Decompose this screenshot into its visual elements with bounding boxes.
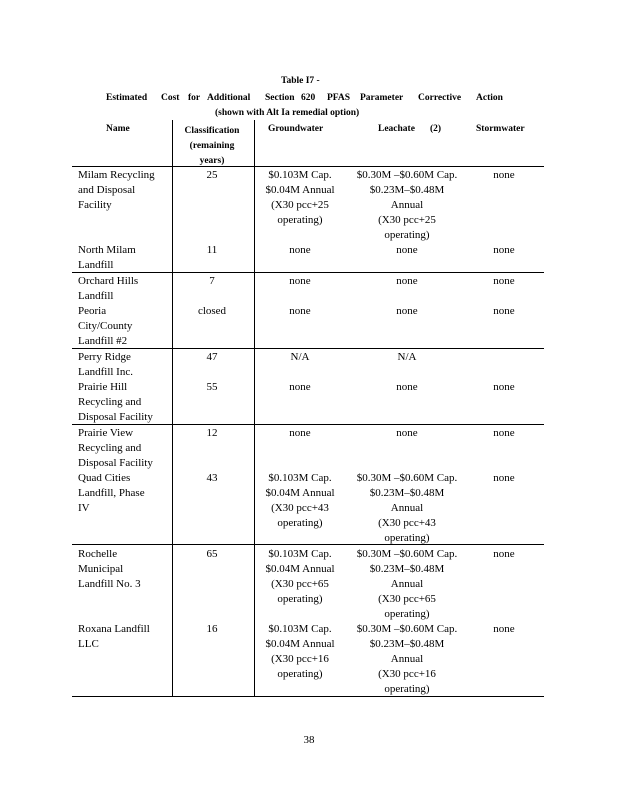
stormwater-cost: none xyxy=(493,244,515,256)
classification-value: 12 xyxy=(206,427,218,439)
facility-name: Rochelle Municipal Landfill No. 3 xyxy=(78,548,141,590)
stormwater-cost: none xyxy=(493,275,515,287)
leachate-cost: none xyxy=(396,381,418,393)
groundwater-cost: $0.103M Cap. $0.04M Annual (X30 pcc+25 operating) xyxy=(265,169,335,226)
leachate-cost: $0.30M –$0.60M Cap. $0.23M–$0.48M Annual (X30 pcc+43 operating) xyxy=(356,472,458,544)
groundwater-cost: none xyxy=(289,381,311,393)
stormwater-cost: none xyxy=(493,305,515,317)
facility-name: Milam Recycling and Disposal Facility xyxy=(78,169,155,211)
stormwater-cost: none xyxy=(493,472,515,484)
header-groundwater: Groundwater xyxy=(268,124,324,134)
leachate-cost: N/A xyxy=(397,351,417,363)
groundwater-cost: N/A xyxy=(290,351,310,363)
leachate-cost: $0.30M –$0.60M Cap. $0.23M–$0.48M Annual (X30 pcc+65 operating) xyxy=(356,548,458,620)
groundwater-cost: $0.103M Cap. $0.04M Annual (X30 pcc+43 operating) xyxy=(265,472,335,529)
classification-value: 47 xyxy=(206,351,218,363)
facility-name: Perry Ridge Landfill Inc. xyxy=(78,351,133,378)
header-leachate: Leachate xyxy=(378,124,415,134)
caption-word: 620 xyxy=(301,93,316,103)
facility-name: Orchard Hills Landfill xyxy=(78,275,139,302)
facility-name: Prairie View Recycling and Disposal Facility xyxy=(78,427,153,469)
groundwater-cost: $0.103M Cap. $0.04M Annual (X30 pcc+16 operating) xyxy=(265,623,335,680)
groundwater-cost: none xyxy=(289,427,311,439)
stormwater-cost: none xyxy=(493,548,515,560)
row-divider xyxy=(72,544,544,545)
facility-name: Prairie Hill Recycling and Disposal Facility xyxy=(78,381,153,423)
row-divider xyxy=(72,348,544,349)
facility-name: Roxana Landfill LLC xyxy=(78,623,150,650)
caption-word: PFAS xyxy=(327,93,351,103)
groundwater-cost: none xyxy=(289,275,311,287)
classification-value: 11 xyxy=(206,244,218,256)
header-leachate-note: (2) xyxy=(430,124,442,134)
stormwater-cost: none xyxy=(493,427,515,439)
row-divider xyxy=(72,166,544,167)
leachate-cost: $0.30M –$0.60M Cap. $0.23M–$0.48M Annual (X30 pcc+25 operating) xyxy=(356,169,458,241)
leachate-cost: none xyxy=(396,305,418,317)
table-caption-line1: Table I7 - xyxy=(281,76,320,86)
classification-value: 55 xyxy=(206,381,218,393)
caption-word: Estimated xyxy=(106,93,148,103)
caption-word: Section xyxy=(265,93,295,103)
leachate-cost: none xyxy=(396,275,418,287)
header-name: Name xyxy=(106,124,130,134)
classification-value: 16 xyxy=(206,623,218,635)
caption-word: Corrective xyxy=(418,93,462,103)
stormwater-cost: none xyxy=(493,169,515,181)
groundwater-cost: none xyxy=(289,244,311,256)
classification-value: 25 xyxy=(206,169,218,181)
page-number: 38 xyxy=(303,734,315,746)
caption-word: Parameter xyxy=(360,93,404,103)
classification-value: closed xyxy=(197,305,227,317)
caption-word: Cost xyxy=(161,93,180,103)
caption-word: Additional xyxy=(207,93,251,103)
facility-name: North Milam Landfill xyxy=(78,244,136,271)
groundwater-cost: none xyxy=(289,305,311,317)
column-divider xyxy=(254,120,255,696)
classification-value: 43 xyxy=(206,472,218,484)
row-divider xyxy=(72,696,544,697)
leachate-cost: $0.30M –$0.60M Cap. $0.23M–$0.48M Annual (X30 pcc+16 operating) xyxy=(356,623,458,695)
classification-value: 7 xyxy=(209,275,215,287)
caption-word: for xyxy=(188,93,201,103)
caption-word: Action xyxy=(476,93,503,103)
leachate-cost: none xyxy=(396,427,418,439)
header-stormwater: Stormwater xyxy=(476,124,525,134)
table-caption-line3: (shown with Alt Ia remedial option) xyxy=(215,108,360,118)
stormwater-cost: none xyxy=(493,381,515,393)
leachate-cost: none xyxy=(396,244,418,256)
facility-name: Peoria City/County Landfill #2 xyxy=(78,305,133,347)
classification-value: 65 xyxy=(206,548,218,560)
facility-name: Quad Cities Landfill, Phase IV xyxy=(78,472,145,514)
row-divider xyxy=(72,272,544,273)
groundwater-cost: $0.103M Cap. $0.04M Annual (X30 pcc+65 operating) xyxy=(265,548,335,605)
column-divider xyxy=(172,120,173,696)
stormwater-cost: none xyxy=(493,623,515,635)
row-divider xyxy=(72,424,544,425)
header-classification: Classification (remaining years) xyxy=(184,126,240,166)
